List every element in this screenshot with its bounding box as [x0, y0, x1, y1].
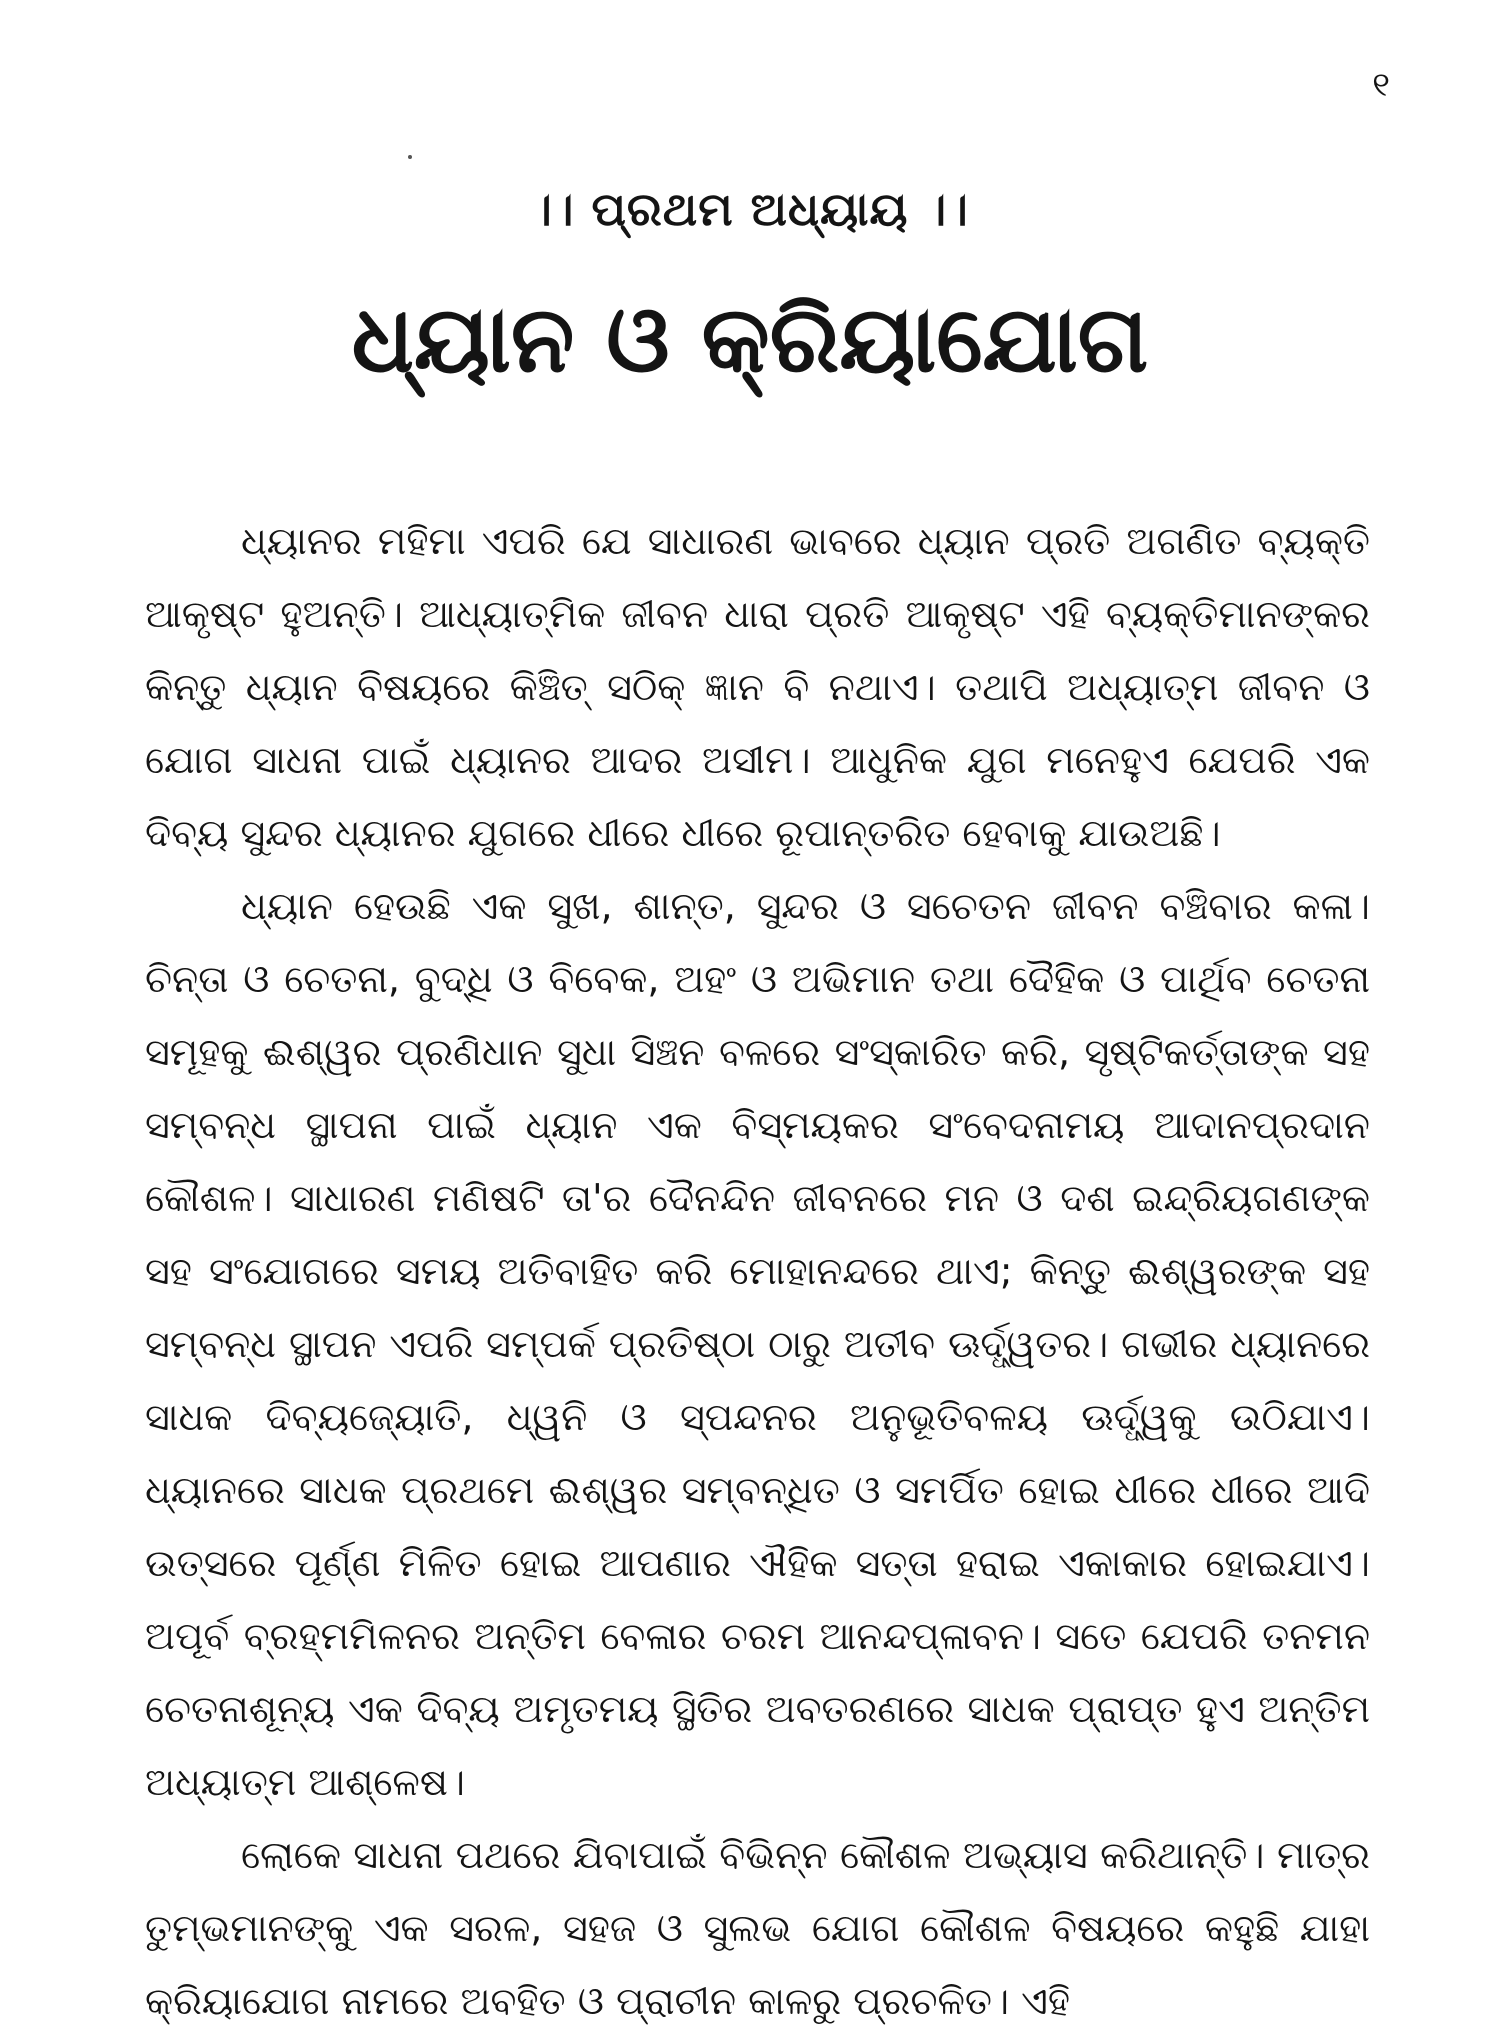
body-text	[145, 505, 1370, 2038]
paragraph-2: ଧ୍ୟାନ ହେଉଛି ଏକ ସୁଖ, ଶାନ୍ତ, ସୁନ୍ଦର ଓ ସଚେତନ ଜୀବନ ବଞ୍ଚିବାର କଳା। ଚିନ୍ତା ଓ ଚେତନା, ବୁଦ୍ଧି ଓ ବିବେକ, ଅହଂ ଓ ଅଭିମାନ ତଥା ଦୈହିକ ଓ ପାର୍ଥିବ ଚେତନା ସମୂହକୁ ଈଶ୍ୱର ପ୍ରଣିଧାନ ସୁଧା ସିଞ୍ଚନ ବଳରେ ସଂସ୍କାରିତ କରି, ସୃଷ୍ଟିକର୍ତ୍ତାଙ୍କ ସହ ସମ୍ବନ୍ଧ ସ୍ଥାପନା ପାଇଁ ଧ୍ୟାନ ଏକ ବିସ୍ମୟକର ସଂବେଦନାମୟ ଆଦାନପ୍ରଦାନ କୌଶଳ। ସାଧାରଣ ମଣିଷଟି ତା'ର ଦୈନନ୍ଦିନ ଜୀବନରେ ମନ ଓ ଦଶ ଇନ୍ଦ୍ରିୟଗଣଙ୍କ ସହ ସଂଯୋଗରେ ସମୟ ଅତିବାହିତ କରି ମୋହାନନ୍ଦରେ ଥାଏ; କିନ୍ତୁ ଈଶ୍ୱରଙ୍କ ସହ ସମ୍ବନ୍ଧ ସ୍ଥାପନ ଏପରି ସମ୍ପର୍କ ପ୍ରତିଷ୍ଠା ଠାରୁ ଅତୀବ ଊର୍ଦ୍ଧ୍ୱତର। ଗଭୀର ଧ୍ୟାନରେ ସାଧକ ଦିବ୍ୟଜ୍ୟୋତି, ଧ୍ୱନି ଓ ସ୍ପନ୍ଦନର ଅନୁଭୂତିବଳୟ ଊର୍ଦ୍ଧ୍ୱକୁ ଉଠିଯାଏ। ଧ୍ୟାନରେ ସାଧକ ପ୍ରଥମେ ଈଶ୍ୱର ସମ୍ବନ୍ଧିତ ଓ ସମର୍ପିତ ହୋଇ ଧୀରେ ଧୀରେ ଆଦି ଉତ୍ସରେ ପୂର୍ଣ୍ଣ ମିଳିତ ହୋଇ ଆପଣାର ଐହିକ ସତ୍ତା ହରାଇ ଏକାକାର ହୋଇଯାଏ। ଅପୂର୍ବ ବ୍ରହ୍ମମିଳନର ଅନ୍ତିମ ବେଳାର ଚରମ ଆନନ୍ଦପ୍ଳାବନ। ସତେ ଯେପରି ତନମନ ଚେତନାଶୂନ୍ୟ ଏକ ଦିବ୍ୟ ଅମୃତମୟ ସ୍ଥିତିର ଅବତରଣରେ ସାଧକ ପ୍ରାପ୍ତ ହୁଏ ଅନ୍ତିମ ଅଧ୍ୟାତ୍ମ ଆଶ୍ଳେଷ।	[145, 884, 1370, 1804]
chapter-label: ।। ପ୍ରଥମ ଅଧ୍ୟାୟ ।।	[531, 182, 969, 236]
page-number: ୧	[1372, 65, 1390, 105]
chapter-title: ଧ୍ୟାନ ଓ କ୍ରିୟାଯୋଗ	[351, 286, 1149, 393]
paragraph-1: ଧ୍ୟାନର ମହିମା ଏପରି ଯେ ସାଧାରଣ ଭାବରେ ଧ୍ୟାନ ପ୍ରତି ଅଗଣିତ ବ୍ୟକ୍ତି ଆକୃଷ୍ଟ ହୁଅନ୍ତି। ଆଧ୍ୟାତ୍ମିକ ଜୀବନ ଧାରା ପ୍ରତି ଆକୃଷ୍ଟ ଏହି ବ୍ୟକ୍ତିମାନଙ୍କର କିନ୍ତୁ ଧ୍ୟାନ ବିଷୟରେ କିଞ୍ଚିତ୍ ସଠିକ୍ ଜ୍ଞାନ ବି ନଥାଏ। ତଥାପି ଅଧ୍ୟାତ୍ମ ଜୀବନ ଓ ଯୋଗ ସାଧନା ପାଇଁ ଧ୍ୟାନର ଆଦର ଅସୀମ। ଆଧୁନିକ ଯୁଗ ମନେହୁଏ ଯେପରି ଏକ ଦିବ୍ୟ ସୁନ୍ଦର ଧ୍ୟାନର ଯୁଗରେ ଧୀରେ ଧୀରେ ରୂପାନ୍ତରିତ ହେବାକୁ ଯାଉଅଛି।	[145, 519, 1370, 855]
paragraph-3: ଲୋକେ ସାଧନା ପଥରେ ଯିବାପାଇଁ ବିଭିନ୍ନ କୌଶଳ ଅଭ୍ୟାସ କରିଥାନ୍ତି। ମାତ୍ର ତୁମ୍ଭମାନଙ୍କୁ ଏକ ସରଳ, ସହଜ ଓ ସୁଲଭ ଯୋଗ କୌଶଳ ବିଷୟରେ କହୁଛି ଯାହା କ୍ରିୟାଯୋଗ ନାମରେ ଅବହିତ ଓ ପ୍ରାଚୀନ କାଳରୁ ପ୍ରଚଳିତ। ଏହି	[145, 1833, 1370, 2023]
print-speck	[408, 155, 412, 159]
